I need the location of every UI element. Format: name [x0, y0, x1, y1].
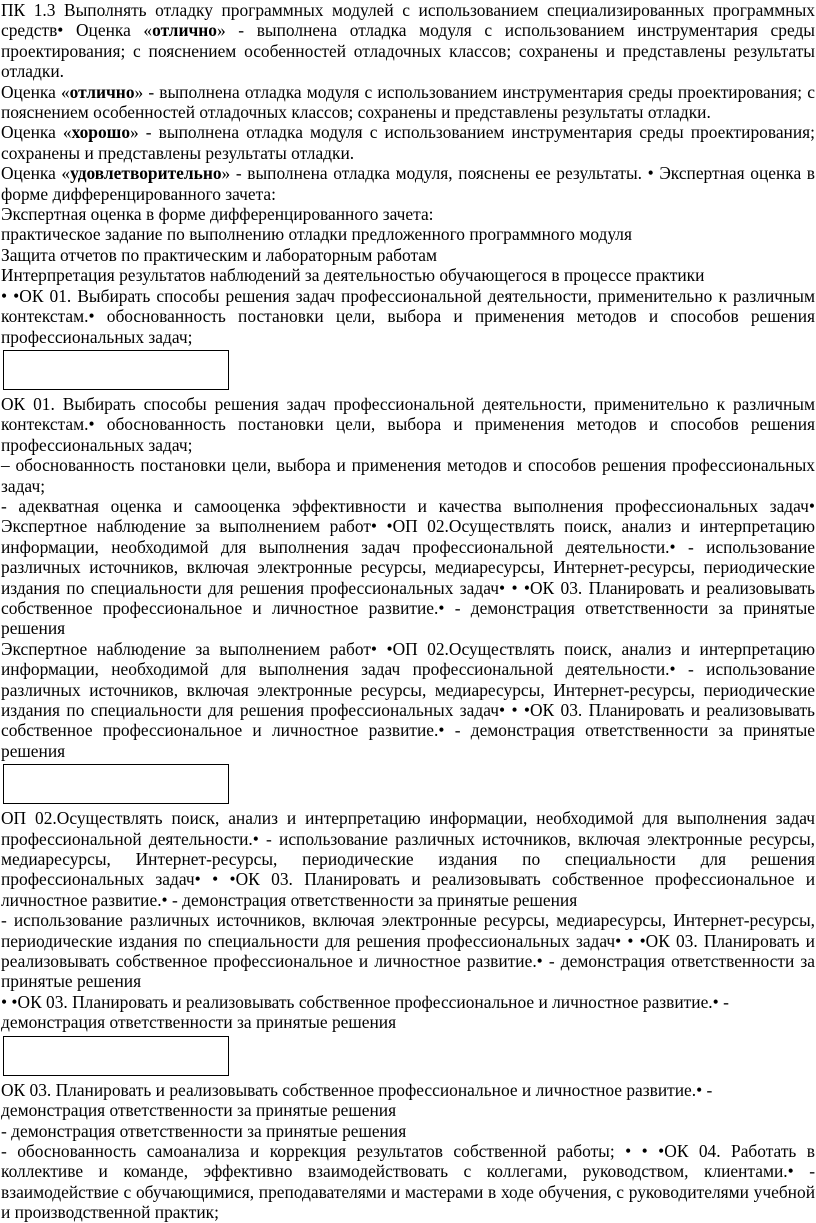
ok-01-criterion: – обоснованность постановки цели, выбора и применения методов и способов решения профессиональных задач;: [1, 455, 815, 496]
adequate-assessment: - адекватная оценка и самооценка эффективности и качества выполнения профессиональных задач• Экспертное наблюдение за выполнением работ• •ОП 02.Осуществлять поиск, анализ и интерпретацию информации, необходимой для выполнения задач профессиональной деятельности.• - использование различных источников, включая электронные ресурсы, медиаресурсы, Интернет-ресурсы, периодические издания по специальности для решения профессиональных задач• • •ОК 03. Планировать и реализовывать собственное профессиональное и личностное развитие.• - демонстрация ответственности за принятые решения: [1, 495, 815, 639]
responsibility: - демонстрация ответственности за принятые решения: [1, 1120, 407, 1141]
grade-satisfactory: Оценка «удовлетворительно» - выполнена отладка модуля, пояснены ее результаты. • Экспертная оценка в форме дифференцированного зачета:: [1, 163, 816, 204]
empty-frame-1: [3, 350, 229, 390]
grade-excellent: Оценка «отлично» - выполнена отладка модуля с использованием инструментария среды проектирования; с пояснением особенностей отладочных классов; сохранены и представлены результаты отладки.: [1, 81, 815, 123]
ok-03: ОК 03. Планировать и реализовывать собственное профессиональное и личностное развитие.• - демонстрация ответственности за принятые решения: [1, 1079, 713, 1121]
grade-good: Оценка «хорошо» - выполнена отладка модуля с использованием инструментария среды проектирования; сохранены и представлены результаты отладки.: [1, 122, 815, 163]
empty-frame-3: [3, 1036, 229, 1076]
ok-03-bullet: • •ОК 03. Планировать и реализовывать собственное профессиональное и личностное развитие.• - демонстрация ответственности за принятые решения: [1, 991, 729, 1033]
ok-01: ОК 01. Выбирать способы решения задач профессиональной деятельности, применительно к различным контекстам.• обоснованность постановки цели, выбора и применения методов и способов решения профессиональных задач;: [1, 393, 815, 455]
expert-observation: Экспертное наблюдение за выполнением работ• •ОП 02.Осуществлять поиск, анализ и интерпретацию информации, необходимой для выполнения задач профессиональной деятельности.• - использование различных источников, включая электронные ресурсы, медиаресурсы, Интернет-ресурсы, периодические издания по специальности для решения профессиональных задач• • •ОК 03. Планировать и реализовывать собственное профессиональное и личностное развитие.• - демонстрация ответственности за принятые решения: [1, 638, 815, 761]
ok-01-bullet: • •ОК 01. Выбирать способы решения задач профессиональной деятельности, применительно к различным контекстам.• обоснованность постановки цели, выбора и применения методов и способов решения профессиональных задач;: [1, 285, 815, 347]
empty-frame-2: [3, 764, 229, 804]
sources-usage: - использование различных источников, включая электронные ресурсы, медиаресурсы, Интернет-ресурсы, периодические издания по специальности для решения профессиональных задач• • •ОК 03. Планировать и реализовывать собственное профессиональное и личностное развитие.• - демонстрация ответственности за принятые решения: [1, 910, 815, 992]
self-analysis-ok-04: - обоснованность самоанализа и коррекция результатов собственной работы; • • •ОК 04. Работать в коллективе и команде, эффективно взаимодействовать с коллегами, руководством, клиентами.• - взаимодействие с обучающимися, преподавателями и мастерами в ходе обучения, с руководителями учебной и производственной практик;: [1, 1140, 815, 1223]
observation-interpretation: Интерпретация результатов наблюдений за деятельностью обучающегося в процессе практики: [1, 265, 705, 286]
op-02: ОП 02.Осуществлять поиск, анализ и интерпретацию информации, необходимой для выполнения задач профессиональной деятельности.• - использование различных источников, включая электронные ресурсы, медиаресурсы, Интернет-ресурсы, периодические издания по специальности для решения профессиональных задач• • •ОК 03. Планировать и реализовывать собственное профессиональное и личностное развитие.• - демонстрация ответственности за принятые решения: [1, 808, 815, 910]
report-defense: Защита отчетов по практическим и лабораторным работам: [1, 244, 438, 265]
expert-assessment-heading: Экспертная оценка в форме дифференцированного зачета:: [1, 204, 434, 225]
paragraph-pk-1-3: ПК 1.3 Выполнять отладку программных модулей с использованием специализированных программных средств• Оценка «отлично» - выполнена отладка модуля с использованием инструментария среды проектирования; с пояснением особенностей отладочных классов; сохранены и представлены результаты отладки.: [1, 0, 815, 82]
practical-task: практическое задание по выполнению отладки предложенного программного модуля: [1, 224, 632, 245]
